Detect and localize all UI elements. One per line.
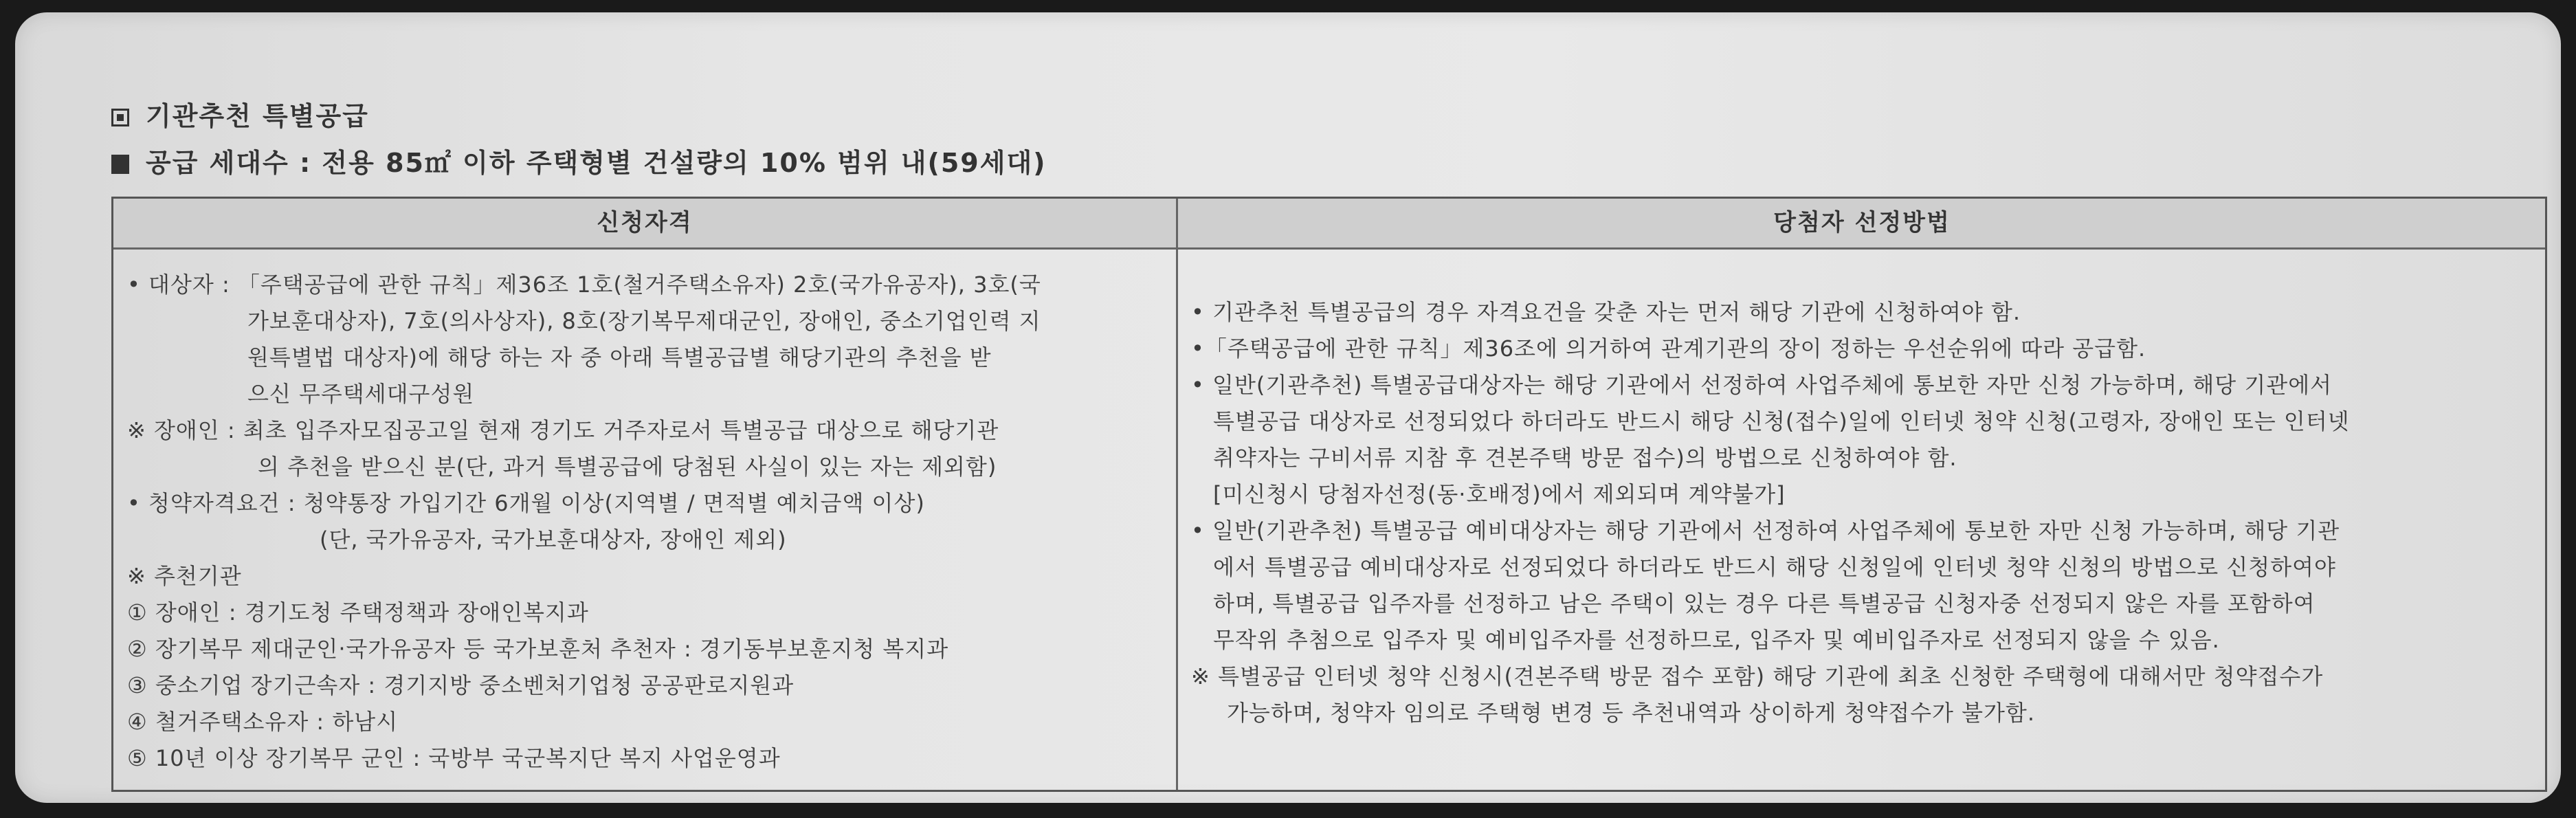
table-header-row (113, 199, 2545, 250)
selection-line: 특별공급 대상자로 선정되었다 하더라도 반드시 해당 신청(접수)일에 인터넷 청약 신청(고령자, 장애인 또는 인터넷 (1213, 408, 2350, 434)
header-eligibility: 신청자격 (597, 209, 693, 236)
header-selection-method: 당첨자 선정방법 (1773, 209, 1951, 236)
boxed-square-icon (111, 109, 129, 126)
column-divider (1176, 199, 1178, 790)
info-table (111, 197, 2547, 792)
eligibility-line: 가보훈대상자), 7호(의사상자), 8호(장기복무제대군인, 장애인, 중소기업인력 지 (247, 308, 1041, 334)
selection-line: 하며, 특별공급 입주자를 선정하고 남은 주택이 있는 경우 다른 특별공급 신청자중 선정되지 않은 자를 포함하여 (1213, 590, 2316, 617)
selection-line: • 일반(기관추천) 특별공급 예비대상자는 해당 기관에서 선정하여 사업주체에 통보한 자만 신청 가능하며, 해당 기관 (1191, 518, 2340, 544)
selection-line: ※ 특별공급 인터넷 청약 신청시(견본주택 방문 접수 포함) 해당 기관에 최초 신청한 주택형에 대해서만 청약접수가 (1191, 663, 2324, 689)
supply-count-heading (111, 142, 1047, 179)
eligibility-line: ① 장애인 : 경기도청 주택정책과 장애인복지과 (127, 599, 589, 626)
section-heading (111, 95, 369, 133)
selection-line: 취약자는 구비서류 지참 후 견본주택 방문 접수)의 방법으로 신청하여야 함. (1213, 445, 1957, 471)
selection-line: [미신청시 당첨자선정(동·호배정)에서 제외되며 계약불가] (1213, 481, 1786, 507)
eligibility-line: ③ 중소기업 장기근속자 : 경기지방 중소벤처기업청 공공판로지원과 (127, 672, 795, 698)
eligibility-line: ⑤ 10년 이상 장기복무 군인 : 국방부 국군복지단 복지 사업운영과 (127, 745, 781, 771)
selection-line: • 기관추천 특별공급의 경우 자격요건을 갖춘 자는 먼저 해당 기관에 신청하여야 함. (1191, 299, 2021, 325)
eligibility-line: ※ 추천기관 (127, 563, 242, 589)
eligibility-line: 의 추천을 받으신 분(단, 과거 특별공급에 당첨된 사실이 있는 자는 제외함) (258, 454, 997, 480)
selection-line: •「주택공급에 관한 규칙」제36조에 의거하여 관계기관의 장이 정하는 우선순위에 따라 공급함. (1191, 335, 2146, 362)
filled-square-icon (111, 155, 129, 174)
eligibility-line: (단, 국가유공자, 국가보훈대상자, 장애인 제외) (320, 527, 787, 553)
section-heading-text: 기관추천 특별공급 (146, 101, 369, 131)
eligibility-line: • 대상자 : 「주택공급에 관한 규칙」제36조 1호(철거주택소유자) 2호(국가유공자), 3호(국 (127, 272, 1041, 298)
eligibility-line: • 청약자격요건 : 청약통장 가입기간 6개월 이상(지역별 / 면적별 예치금액 이상) (127, 490, 925, 516)
selection-line: • 일반(기관추천) 특별공급대상자는 해당 기관에서 선정하여 사업주체에 통보한 자만 신청 가능하며, 해당 기관에서 (1191, 372, 2333, 398)
selection-line: 가능하며, 청약자 임의로 주택형 변경 등 추천내역과 상이하게 청약접수가 불가함. (1227, 700, 2035, 726)
eligibility-line: 원특별법 대상자)에 해당 하는 자 중 아래 특별공급별 해당기관의 추천을 받 (247, 344, 992, 371)
eligibility-line: 으신 무주택세대구성원 (247, 381, 475, 407)
supply-count-text: 공급 세대수 : 전용 85㎡ 이하 주택형별 건설량의 10% 범위 내(59세대) (146, 148, 1047, 178)
eligibility-line: ② 장기복무 제대군인‧국가유공자 등 국가보훈처 추천자 : 경기동부보훈지청 복지과 (127, 636, 949, 662)
eligibility-line: ※ 장애인 : 최초 입주자모집공고일 현재 경기도 거주자로서 특별공급 대상으로 해당기관 (127, 417, 999, 443)
selection-line: 에서 특별공급 예비대상자로 선정되었다 하더라도 반드시 해당 신청일에 인터넷 청약 신청의 방법으로 신청하여야 (1213, 554, 2336, 580)
document-sheet (15, 12, 2561, 803)
eligibility-line: ④ 철거주택소유자 : 하남시 (127, 709, 399, 735)
selection-line: 무작위 추첨으로 입주자 및 예비입주자를 선정하므로, 입주자 및 예비입주자로 선정되지 않을 수 있음. (1213, 627, 2220, 653)
